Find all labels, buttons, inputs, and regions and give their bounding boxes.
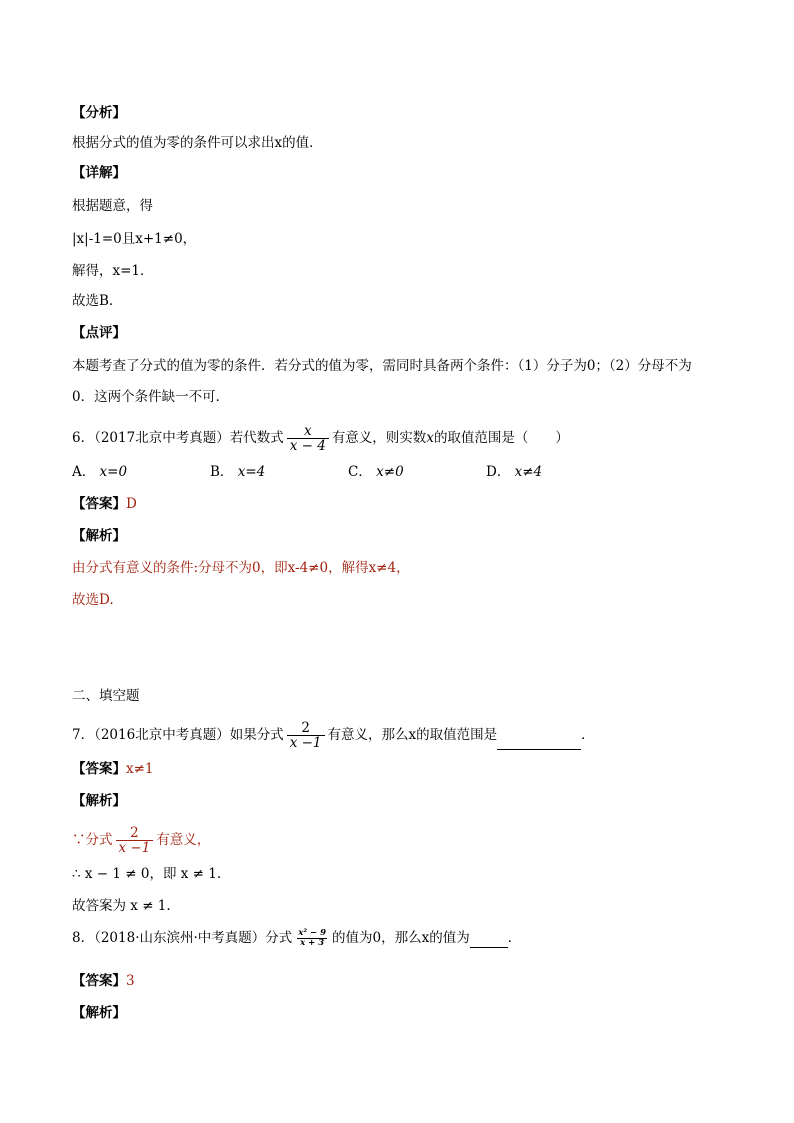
q5-detail-line-4: 故选B．	[72, 293, 123, 309]
q7-solution-fraction-denominator: x −1	[116, 840, 154, 855]
q5-comment-heading: 【点评】	[72, 325, 126, 341]
q6-suffix: 的取值范围是（ ）	[433, 430, 569, 446]
q6-mid: 有意义，则实数	[331, 430, 427, 446]
q5-comment-line-1: 本题考查了分式的值为零的条件．若分式的值为零，需同时具备两个条件：（1）分子为0；（2）分母不为	[72, 358, 692, 374]
q7-solution-heading: 【解析】	[72, 793, 126, 809]
q7-answer-blank[interactable]	[497, 735, 581, 750]
section-2-title: 二、填空题	[72, 688, 140, 704]
q5-analysis-text: 根据分式的值为零的条件可以求出x的值．	[72, 135, 323, 151]
q7-answer-value: x≠1	[126, 761, 154, 777]
q8-answer-heading: 【答案】	[72, 973, 126, 989]
q7-solution-fraction	[116, 826, 154, 855]
q8-solution-heading: 【解析】	[72, 1005, 126, 1021]
q7-answer	[72, 759, 154, 779]
q6-answer-value: D	[126, 496, 137, 512]
q7-fraction-numerator: 2	[301, 720, 310, 736]
q8-answer	[72, 971, 135, 991]
q8-suffix: 的值为0，那么x的值为	[332, 930, 470, 946]
q7-solution-prefix: ∵分式	[72, 832, 113, 848]
q8-question	[72, 928, 521, 948]
q6-answer	[72, 494, 137, 514]
q5-detail-line-2: |x|-1=0且x+1≠0，	[72, 231, 197, 247]
q5-detail-heading: 【详解】	[72, 165, 126, 181]
q5-detail-line-1: 根据题意，得	[72, 198, 153, 214]
q6-option-d: D． x≠4	[486, 464, 543, 480]
q7-fraction	[287, 721, 325, 750]
q7-prefix: 7．（2016北京中考真题）如果分式	[72, 727, 284, 743]
q5-detail-line-3: 解得，x=1．	[72, 263, 154, 279]
q6-variable: x	[426, 430, 434, 446]
q8-fraction-denominator: x + 3	[297, 938, 327, 948]
q5-analysis-heading: 【分析】	[72, 105, 126, 121]
q8-end: ．	[507, 930, 522, 946]
q7-question	[72, 721, 595, 750]
q6-options	[72, 462, 572, 482]
q6-option-c: C． x≠0	[348, 464, 404, 480]
q6-fraction-denominator: x − 4	[287, 438, 329, 453]
q7-fraction-denominator: x −1	[287, 735, 325, 750]
q7-answer-heading: 【答案】	[72, 761, 126, 777]
q6-option-a: A． x=0	[72, 464, 128, 480]
q6-question	[72, 424, 569, 453]
q6-answer-heading: 【答案】	[72, 496, 126, 512]
q7-suffix: 有意义，那么x的取值范围是	[327, 727, 498, 743]
q8-prefix: 8．（2018·山东滨州·中考真题）分式	[72, 930, 293, 946]
q5-comment-line-2: 0．这两个条件缺一不可．	[72, 389, 230, 405]
q8-answer-value: 3	[126, 973, 135, 989]
q8-fraction-numerator: x² − 9	[298, 928, 327, 938]
q6-fraction-numerator: x	[303, 423, 312, 439]
q6-solution-heading: 【解析】	[72, 528, 126, 544]
q7-solution-line-3: 故答案为 x ≠ 1.	[72, 898, 171, 914]
q7-solution-suffix: 有意义，	[156, 832, 211, 848]
q7-solution-line-1	[72, 826, 210, 855]
q8-fraction	[295, 929, 329, 948]
q7-solution-line-2: ∴ x − 1 ≠ 0，即 x ≠ 1.	[72, 866, 222, 882]
q6-fraction	[287, 424, 329, 453]
q6-prefix: 6．（2017北京中考真题）若代数式	[72, 430, 284, 446]
q7-end: ．	[581, 727, 595, 743]
q6-solution-line-2: 故选D.	[72, 592, 114, 608]
q8-answer-blank[interactable]	[470, 933, 508, 948]
q6-option-b: B． x=4	[210, 464, 266, 480]
q7-solution-fraction-numerator: 2	[130, 825, 139, 841]
q6-solution-line-1: 由分式有意义的条件:分母不为0，即x-4≠0，解得x≠4，	[72, 560, 410, 576]
